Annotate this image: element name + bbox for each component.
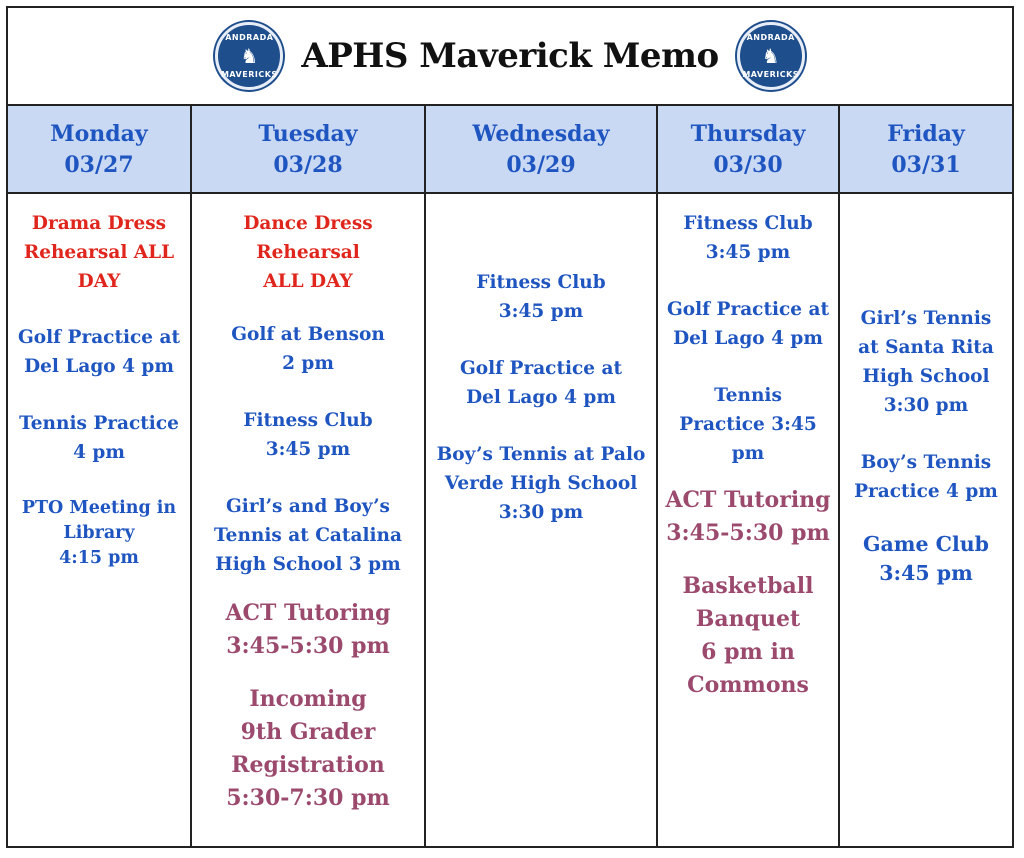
event-line: PTO Meeting in (21, 498, 177, 518)
event-pto-meeting (8, 496, 190, 571)
event-fitness-club (426, 268, 656, 326)
page-title: APHS Maverick Memo (301, 36, 719, 76)
day-name: Monday (50, 121, 148, 147)
event-line: Rehearsal ALL (23, 242, 175, 263)
event-9th-registration (192, 683, 424, 815)
event-tennis-catalina (192, 492, 424, 579)
event-line: Golf at Benson (231, 324, 385, 345)
event-line: Dance Dress (243, 213, 373, 234)
event-line: 3:45-5:30 pm (226, 633, 390, 659)
tuesday-events (192, 194, 426, 846)
day-header-monday (8, 106, 192, 192)
event-line: Golf Practice at (17, 327, 181, 348)
logo-bottom-text: MAVERICKS (742, 70, 800, 79)
school-logo-left (215, 22, 283, 90)
event-golf-practice (8, 323, 190, 381)
event-golf-practice (426, 354, 656, 412)
event-line: Game Club (862, 532, 989, 556)
event-line: Del Lago 4 pm (24, 356, 174, 377)
event-golf-benson (192, 320, 424, 378)
event-line: Incoming (249, 686, 367, 712)
event-line: Practice 4 pm (854, 481, 998, 502)
event-act-tutoring (658, 484, 838, 550)
school-logo-right (737, 22, 805, 90)
event-tennis-santa-rita (840, 304, 1012, 420)
event-line: Fitness Club (476, 272, 606, 293)
horse-icon: ♞ (240, 44, 259, 68)
event-game-club (840, 530, 1012, 588)
event-line: Fitness Club (683, 213, 813, 234)
logo-bottom-text: MAVERICKS (220, 70, 278, 79)
event-line: ALL DAY (263, 271, 353, 292)
event-line: 9th Grader (240, 719, 376, 745)
event-line: 5:30-7:30 pm (226, 785, 390, 811)
event-line: at Santa Rita (858, 337, 994, 358)
event-line: pm (731, 443, 765, 464)
day-name: Wednesday (472, 121, 610, 147)
day-name: Thursday (690, 121, 806, 147)
event-tennis-practice (658, 381, 838, 468)
event-line: 4:15 pm (59, 548, 139, 568)
day-date: 03/30 (713, 152, 783, 178)
event-fitness-club (658, 209, 838, 267)
day-header-thursday (658, 106, 840, 192)
event-line: Girl’s and Boy’s (226, 496, 390, 517)
event-line: 3:45 pm (265, 439, 351, 460)
event-line: High School 3 pm (215, 554, 401, 575)
event-line: Tennis Practice (19, 413, 179, 434)
event-dance-rehearsal (192, 209, 424, 296)
event-golf-practice (658, 295, 838, 353)
event-line: 3:30 pm (498, 502, 584, 523)
event-line: Tennis at Catalina (214, 525, 402, 546)
day-header-tuesday (192, 106, 426, 192)
event-act-tutoring (192, 597, 424, 663)
event-line: ACT Tutoring (225, 600, 391, 626)
event-line: High School (862, 366, 990, 387)
day-name: Friday (887, 121, 965, 147)
logo-top-text: ANDRADA (746, 33, 795, 42)
event-drama-rehearsal (8, 209, 190, 296)
memo-table (6, 6, 1014, 848)
title-row (8, 8, 1012, 106)
day-name: Tuesday (258, 121, 358, 147)
event-line: Commons (687, 672, 809, 698)
event-line: 3:45-5:30 pm (666, 520, 830, 546)
event-line: Banquet (695, 606, 801, 632)
event-line: Del Lago 4 pm (673, 328, 823, 349)
thursday-events (658, 194, 840, 846)
event-tennis-practice (8, 409, 190, 467)
day-date: 03/27 (64, 152, 134, 178)
event-line: Golf Practice at (459, 358, 623, 379)
event-line: 3:45 pm (498, 301, 584, 322)
event-line: Rehearsal (256, 242, 360, 263)
day-header-friday (840, 106, 1012, 192)
friday-events (840, 194, 1012, 846)
day-date: 03/31 (891, 152, 961, 178)
day-header-row (8, 106, 1012, 194)
event-line: Verde High School (444, 473, 638, 494)
event-line: 3:45 pm (705, 242, 791, 263)
monday-events (8, 194, 192, 846)
event-line: 4 pm (73, 442, 125, 463)
event-line: ACT Tutoring (665, 487, 831, 513)
event-line: 3:30 pm (883, 395, 969, 416)
event-line: Golf Practice at (666, 299, 830, 320)
wednesday-events (426, 194, 658, 846)
event-line: Practice 3:45 (679, 414, 817, 435)
event-line: DAY (77, 271, 121, 292)
event-fitness-club (192, 406, 424, 464)
event-line: 6 pm in (701, 639, 795, 665)
event-tennis-palo-verde (426, 440, 656, 527)
event-line: 3:45 pm (879, 561, 973, 585)
event-line: Drama Dress (31, 213, 167, 234)
event-line: Basketball (682, 573, 814, 599)
events-row (8, 194, 1012, 846)
event-line: Tennis (714, 385, 782, 406)
event-line: Registration (231, 752, 385, 778)
day-header-wednesday (426, 106, 658, 192)
event-line: Del Lago 4 pm (466, 387, 616, 408)
event-line: Boy’s Tennis (860, 452, 992, 473)
event-line: 2 pm (282, 353, 334, 374)
day-date: 03/29 (506, 152, 576, 178)
event-line: Girl’s Tennis (860, 308, 992, 329)
logo-top-text: ANDRADA (225, 33, 274, 42)
event-line: Library (63, 523, 135, 543)
event-line: Fitness Club (243, 410, 373, 431)
event-basketball-banquet (658, 570, 838, 702)
event-line: Boy’s Tennis at Palo (436, 444, 646, 465)
horse-icon: ♞ (761, 44, 780, 68)
day-date: 03/28 (273, 152, 343, 178)
event-tennis-practice (840, 448, 1012, 506)
